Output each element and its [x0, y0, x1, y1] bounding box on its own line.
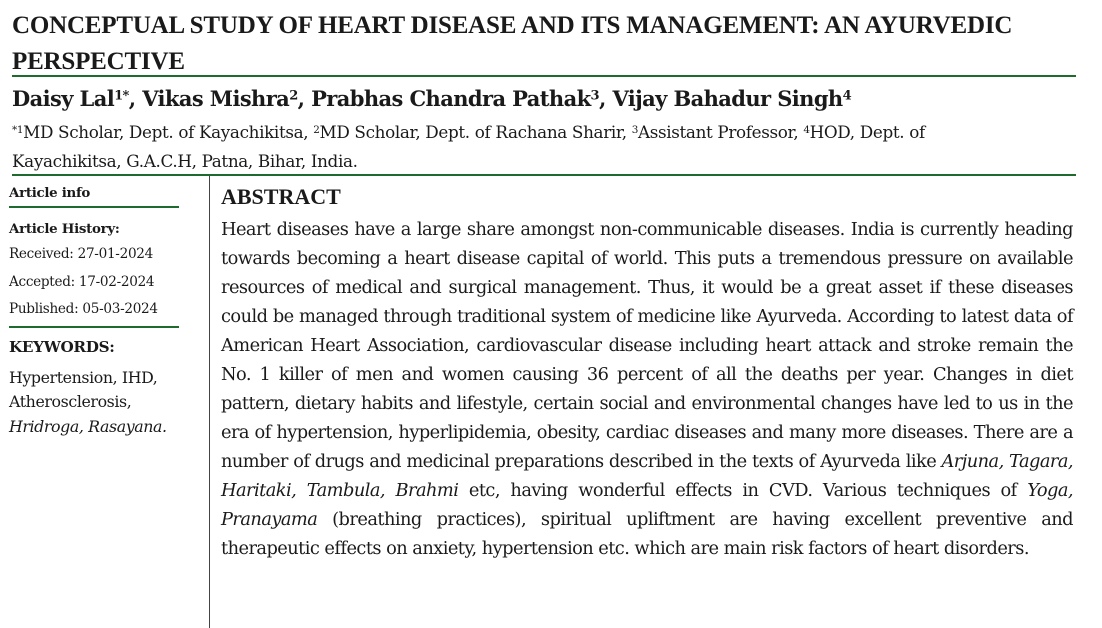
- affiliation-4-cont: Kayachikitsa, G.A.C.H, Patna, Bihar, India.: [12, 151, 358, 171]
- author-name: Prabhas Chandra Pathak: [311, 86, 591, 111]
- article-info-sidebar: [9, 180, 179, 439]
- author-sup: 3: [590, 88, 599, 104]
- received-date: Received: 27-01-2024: [9, 246, 153, 262]
- published-date: Published: 05-03-2024: [9, 301, 158, 317]
- affil-sup: 3: [631, 123, 638, 136]
- keyword-line: Atherosclerosis,: [9, 392, 132, 411]
- abstract-part: Heart diseases have a large share amongst non-communicable diseases. India is currently heading towards becoming a heart disease capital of world. This puts a tremendous pressure on available resources of medical and surgical management. Thus, it would be a great asset if these diseases could be managed through traditional system of medicine like Ayurveda. According to latest data of American Heart Association, cardiovascular disease including heart attack and stroke remain the No. 1 killer of men and women causing 36 percent of all the deaths per year. Changes in diet pattern, dietary habits and lifestyle, certain social and environmental changes have led to us in the era of hypertension, hyperlipidemia, obesity, cardiac diseases and many more diseases. There are a number of drugs and medicinal preparations described in the texts of Ayurveda like: [221, 219, 1073, 472]
- keyword-line: [9, 415, 179, 440]
- affiliation-line: [12, 118, 1062, 147]
- abstract-part: (breathing practices), spiritual upliftment are having excellent preventive and therapeutic effects on anxiety, hypertension etc. which are main risk factors of heart disorders.: [221, 509, 1073, 559]
- affil-sup: 4: [803, 123, 810, 136]
- author-list: Daisy Lal$^{1*}$, Vikas Mishra$^2$, Prabhas Chandra Pathak$^3$, Vijay Bahadur Singh$^4$: [12, 86, 852, 111]
- affiliation-4: HOD, Dept. of: [809, 122, 925, 142]
- author-name: Vijay Bahadur Singh: [612, 86, 843, 111]
- author-name: Daisy Lal: [12, 86, 115, 111]
- affiliation-2: MD Scholar, Dept. of Rachana Sharir,: [319, 122, 632, 142]
- article-info-heading: Article info: [9, 180, 179, 208]
- affil-sup: 2: [313, 123, 320, 136]
- affiliation-line: [12, 147, 1062, 176]
- affiliation-divider: [12, 174, 1076, 176]
- author-name: Vikas Mishra: [142, 86, 290, 111]
- abstract-part: etc, having wonderful effects in CVD. Various techniques of: [458, 480, 1028, 501]
- author-sup: 1*: [114, 88, 129, 104]
- author-sup: 4: [842, 88, 852, 104]
- abstract-herbs: Arjuna, Tagara, Haritaki, Tambula, Brahmi: [221, 451, 1073, 501]
- keyword-italic: Hridroga, Rasayana.: [9, 416, 167, 436]
- title-divider: [12, 75, 1076, 77]
- article-history: [9, 217, 179, 328]
- affiliations: [12, 118, 1062, 176]
- keyword-line: Hypertension, IHD,: [9, 367, 158, 387]
- affiliation-3: Assistant Professor,: [637, 122, 804, 142]
- abstract-heading: ABSTRACT: [221, 184, 341, 209]
- affiliation-1: MD Scholar, Dept. of Kayachikitsa,: [23, 122, 314, 142]
- keywords-list: [9, 366, 179, 440]
- column-divider: [209, 176, 210, 628]
- author-sup: 2: [289, 88, 298, 104]
- keywords-heading: KEYWORDS:: [9, 337, 115, 356]
- paper-title: CONCEPTUAL STUDY OF HEART DISEASE AND ITS MANAGEMENT: AN AYURVEDIC PERSPECTIVE: [12, 12, 1013, 75]
- article-history-label: Article History:: [9, 221, 120, 237]
- abstract-yoga: Yoga, Pranayama: [221, 480, 1073, 530]
- abstract-text: [221, 215, 1073, 563]
- accepted-date: Accepted: 17-02-2024: [9, 273, 155, 290]
- affil-sup: *1: [12, 123, 24, 136]
